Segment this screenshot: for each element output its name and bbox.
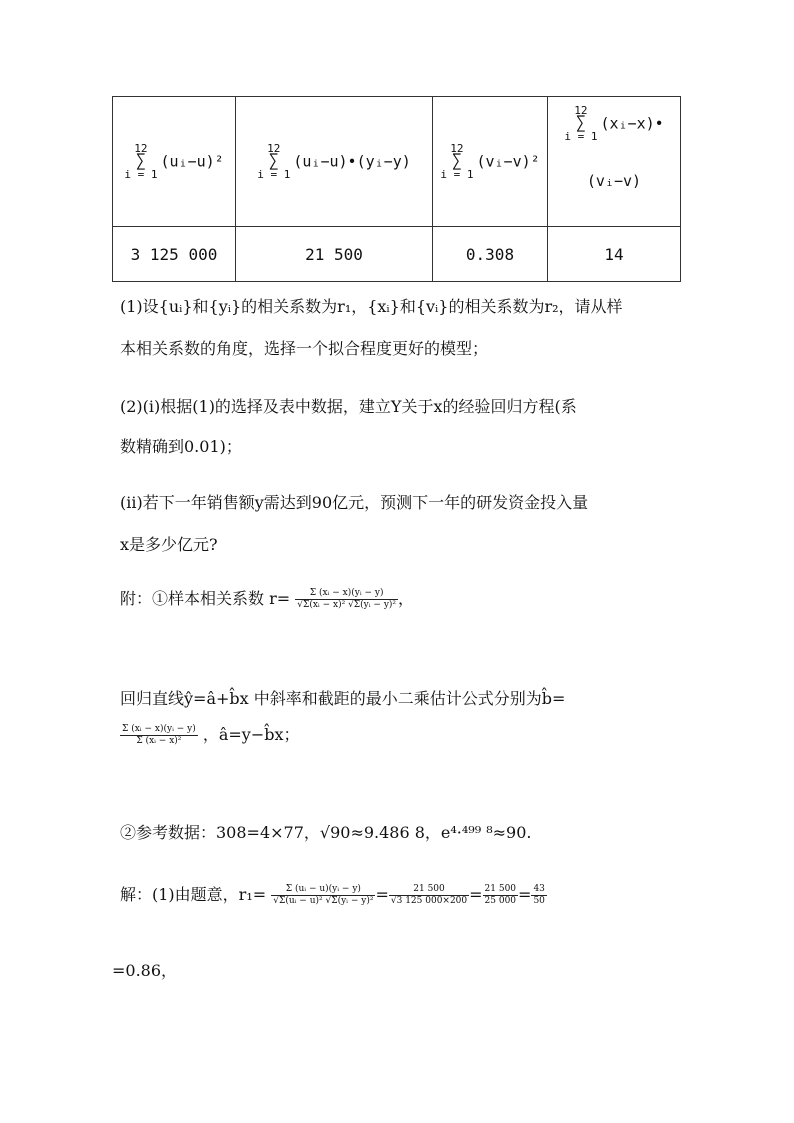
solution-prefix: 解：(1)由题意，r₁= [120, 885, 267, 904]
sum-symbol: 12 ∑ i = 1 [564, 104, 598, 144]
table-value-row [113, 227, 681, 282]
fraction-denominator: Σ (xᵢ − x)² [136, 736, 182, 746]
solution-fraction-2 [389, 884, 469, 907]
fraction-denominator: √Σ(uᵢ − u)² √Σ(yᵢ − y)² [273, 896, 374, 906]
fraction-denominator: √3 125 000×200 [390, 896, 468, 906]
fraction-numerator: 21 500 [389, 884, 469, 896]
value-cell-1: 3 125 000 [113, 227, 236, 282]
solution-fraction-3 [483, 884, 519, 907]
fraction-numerator: 21 500 [484, 884, 517, 895]
solution-fraction-1 [271, 884, 375, 907]
data-table [112, 96, 681, 282]
solution-formula [120, 882, 547, 907]
header-cell-2 [236, 97, 433, 227]
question-1-line-2: 本相关系数的角度，选择一个拟合程度更好的模型； [120, 339, 489, 358]
fraction-denominator: √Σ(xᵢ − x)² √Σ(yᵢ − y)² [297, 600, 397, 610]
fraction-numerator: Σ (uᵢ − u)(yᵢ − y) [271, 884, 375, 896]
correlation-fraction [295, 588, 398, 611]
regression-line-text: 回归直线ŷ=â+b̂x 中斜率和截距的最小二乘估计公式分别为b̂= [120, 689, 566, 708]
attachment-formula: 附：①样本相关系数 r= $\frac{\text{Σ (xᵢ − x)(yᵢ − y)}}{\text{√Σ(xᵢ − x)² √Σ(yᵢ − y)²}}$ ， [120, 588, 415, 610]
slope-fraction [120, 724, 198, 747]
header-expr: (uᵢ−u)² [160, 152, 224, 171]
solution-result: =0.86， [112, 961, 178, 980]
fraction-denominator: 50 [533, 896, 545, 906]
question-3-line-1: (ⅱ)若下一年销售额y需达到90亿元，预测下一年的研发资金投入量 [120, 493, 589, 512]
fraction-numerator: Σ (xᵢ − x)(yᵢ − y) [122, 724, 196, 735]
fraction-numerator: 43 [533, 884, 545, 895]
value-cell-2: 21 500 [236, 227, 433, 282]
sum-symbol: 12 ∑ i = 1 [257, 141, 291, 182]
fraction-numerator: Σ (xᵢ − x)(yᵢ − y) [295, 588, 398, 600]
value-cell-4: 14 [548, 227, 681, 282]
question-1-line-1: (1)设{uᵢ}和{yᵢ}的相关系数为r₁，{xᵢ}和{vᵢ}的相关系数为r₂，请从样 [120, 297, 623, 316]
sum-symbol: 12 ∑ i = 1 [440, 141, 474, 182]
header-cell-1 [113, 97, 236, 227]
solution-fraction-4 [531, 884, 546, 907]
header-expr: (uᵢ−u)•(yᵢ−y) [293, 152, 411, 171]
question-3-line-2: x是多少亿元? [120, 535, 218, 554]
value-cell-3: 0.308 [433, 227, 548, 282]
equals-sign: = [375, 885, 389, 904]
question-2-line-2: 数精确到0.01)； [120, 437, 242, 456]
equals-sign: = [518, 885, 532, 904]
intercept-formula: ，â=y−b̂x； [202, 725, 300, 744]
header-cell-4 [548, 97, 681, 227]
slope-formula [120, 722, 300, 747]
header-expr: (vᵢ−v)² [476, 152, 540, 171]
attachment-prefix: 附：①样本相关系数 r= [120, 589, 291, 608]
table-header-row [113, 97, 681, 227]
question-2-line-1: (2)(ⅰ)根据(1)的选择及表中数据，建立Y关于x的经验回归方程(系 [120, 397, 577, 416]
header-expr-cont: (vᵢ−v) [586, 172, 642, 191]
header-cell-3 [433, 97, 548, 227]
fraction-denominator: 25 000 [484, 896, 517, 906]
equals-sign: = [469, 885, 483, 904]
sum-symbol: 12 ∑ i = 1 [124, 141, 158, 182]
header-expr: (xᵢ−x)• [600, 114, 664, 133]
reference-data: ②参考数据：308=4×77，√90≈9.486 8，e⁴·⁴⁹⁹ ⁸≈90. [120, 823, 532, 842]
